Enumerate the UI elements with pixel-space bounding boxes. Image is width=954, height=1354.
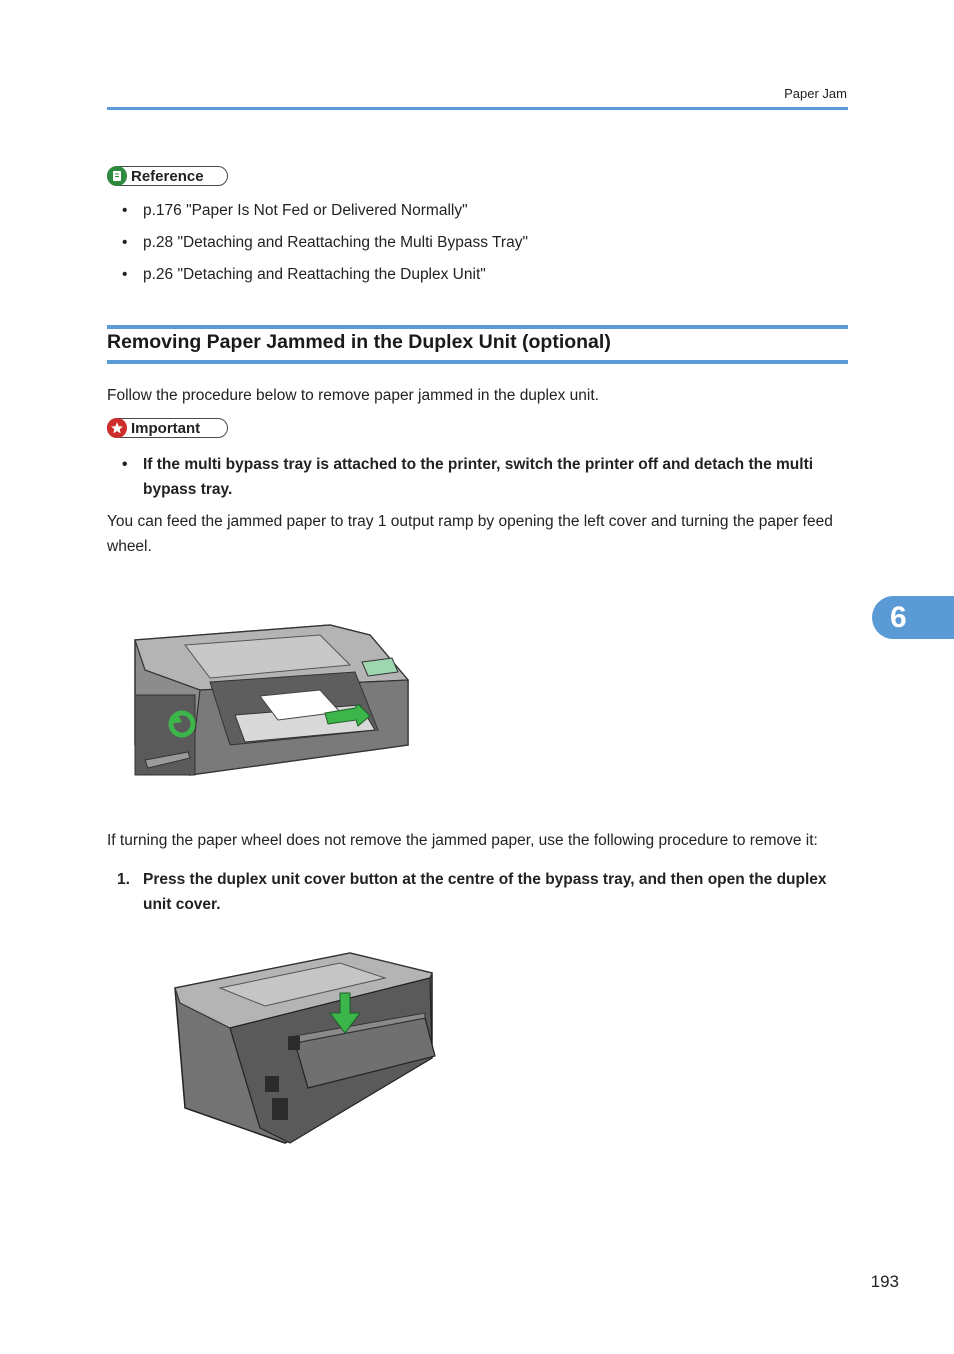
section-rule-top	[107, 325, 848, 329]
running-header: Paper Jam	[784, 86, 847, 101]
important-note: • If the multi bypass tray is attached to the printer, switch the printer off and detach the multi bypass tray.	[107, 452, 848, 502]
intro-text: Follow the procedure below to remove paper jammed in the duplex unit.	[107, 387, 599, 404]
reference-icon	[107, 166, 127, 186]
reference-link-1[interactable]: • p.176 "Paper Is Not Fed or Delivered Normally"	[107, 195, 848, 227]
important-label	[107, 418, 228, 438]
reference-link-2[interactable]: • p.28 "Detaching and Reattaching the Multi Bypass Tray"	[107, 227, 848, 259]
chapter-tab: 6	[872, 596, 954, 639]
printer-front-illustration	[130, 620, 412, 780]
section-title: Removing Paper Jammed in the Duplex Unit (optional)	[107, 331, 611, 353]
reference-list	[107, 195, 848, 291]
star-icon	[107, 418, 127, 438]
reference-link-3[interactable]: • p.26 "Detaching and Reattaching the Duplex Unit"	[107, 259, 848, 291]
fallback-text: If turning the paper wheel does not remove the jammed paper, use the following procedure to remove it:	[107, 832, 818, 849]
important-label-text: Important	[131, 419, 201, 437]
reference-label-text: Reference	[131, 167, 204, 185]
step-1	[107, 867, 848, 917]
reference-label	[107, 166, 228, 186]
feed-wheel-text: You can feed the jammed paper to tray 1 output ramp by opening the left cover and turning the paper feed wheel.	[107, 513, 833, 555]
important-list	[107, 452, 848, 502]
section-rule-bottom	[107, 360, 848, 364]
page-number: 193	[870, 1272, 899, 1291]
step-number: 1.	[117, 871, 130, 888]
duplex-unit-illustration	[170, 948, 440, 1146]
step-text: Press the duplex unit cover button at the centre of the bypass tray, and then open the duplex unit cover.	[143, 871, 827, 913]
header-rule	[107, 107, 848, 110]
